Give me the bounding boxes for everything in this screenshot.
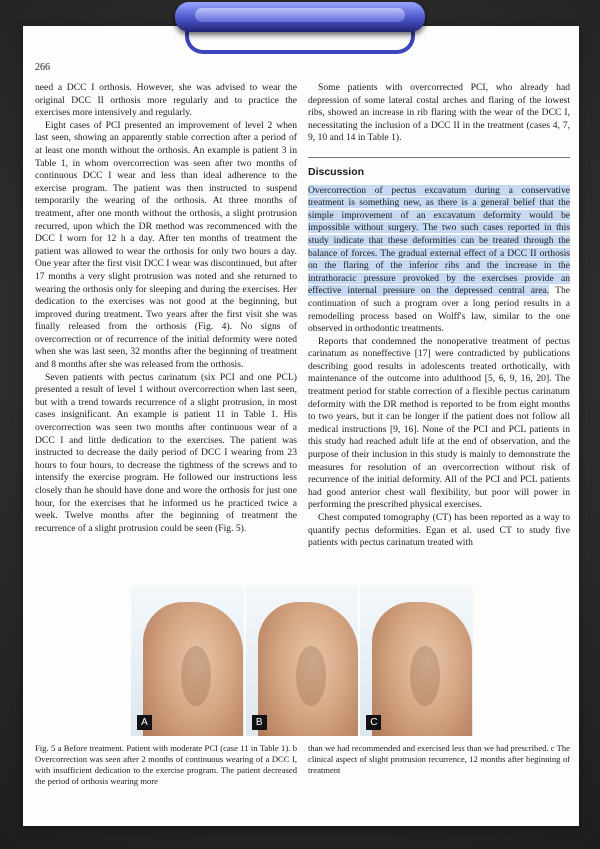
- clipboard-clip: [175, 2, 425, 54]
- right-paragraph-intro: Some patients with overcorrected PCI, who already had depression of some lateral costal arches and flaring of the lowest ribs, showed an increase in rib flaring with the wear of the DCC I, necessitating the inclusion of a DCC II in the treatment (cases 4, 7, 9, 10 and 14 in Table 1).: [308, 82, 570, 144]
- left-paragraph-1: need a DCC I orthosis. However, she was advised to wear the original DCC II orthosis more regularly and to practice the exercises more intensively and regularly.: [35, 82, 297, 119]
- discussion-paragraph-3: Chest computed tomography (CT) has been reported as a way to quantify pectus deformities. Egan et al. used CT to study five patients with pectus carinatum treated with: [308, 512, 570, 549]
- panel-label-c: C: [366, 715, 381, 730]
- left-paragraph-2: Eight cases of PCI presented an improvement of level 2 when last seen, showing an apparently stable correction after a period of at least one month without the orthosis. An example is patient 3 in Table 1, in whom overcorrection was seen after two months of continuous DCC I wear and less than ideal adherence to the exercise program. The patient was then instructed to suspend temporarily the wearing of the orthosis. At three months of treatment, after one month without the orthosis, a slight protrusion recurred, upon which the DR method was recommenced with the DCC I worn for 12 h a day. After ten months of treatment the patient was allowed to wear the orthosis for only two hours a day. One year after the first visit DCC I wear was discontinued, but after 17 months a very slight protrusion was noted and she returned to wearing the orthosis only for sleeping and during the exercises. Her dedication to the exercises was not good at the beginning, but improved during treatment. Two years after the first visit she was finally released from the orthosis (Fig. 4). No signs of overcorrection or of recurrence of the initial deformity were noted when she was last seen, 32 months after the beginning of treatment and 8 months after she was released from the orthosis.: [35, 119, 297, 371]
- panel-label-a: A: [137, 715, 152, 730]
- section-heading-discussion: Discussion: [308, 157, 570, 179]
- right-column: [308, 82, 570, 550]
- figure-panel-b: [246, 586, 359, 736]
- figure-5: [131, 586, 473, 736]
- figure-panel-c: [360, 586, 473, 736]
- discussion-paragraph-2: Reports that condemned the nonoperative treatment of pectus carinatum as noneffective [17] were contradicted by publications describing good results in adolescents treated orthotically, with maintenance of the outcome into adulthood [5, 6, 9, 16, 20]. The treatment period for stable correction of a flexible pectus carinatum deformity with the DR method is reported to be from eight months to two years, but it can be longer if the patient does not follow all medical instructions [9, 16]. None of the PCI and PCL patients in this study had reached adult life at the end of observation, and the purpose of their inclusion in this study is mainly to demonstrate the measures for resolution of an overcorrection without risk of recurrence of the initial deformity. All of the PCI and PCL patients had good anterior chest wall flexibility, but poor will power in performing the prescribed physical exercises.: [308, 335, 570, 511]
- paper-page: [23, 26, 579, 826]
- panel-label-b: B: [252, 715, 267, 730]
- torso-shadow: [296, 646, 326, 706]
- figure-caption-left: Fig. 5 a Before treatment. Patient with moderate PCI (case 11 in Table 1). b Overcorrection was seen after 2 months of continuous wearing of a DCC I, with insufficient dedication to the exercise program. The patient decreased the period of orthosis wearing more: [35, 743, 297, 786]
- torso-shadow: [181, 646, 211, 706]
- highlighted-text[interactable]: Overcorrection of pectus excavatum during a conservative treatment is something new, as there is a general belief that the simple improvement of an excavatum deformity would be impossible without surgery. The two such cases reported in this study indicate that these deformities can be treated through the balance of forces. The gradual external effect of a DCC II orthosis on the flaring of the inferior ribs and the increase in the intrathoracic pressure provoked by the exercises provide an effective internal pressure on the depressed central area.: [308, 184, 570, 297]
- discussion-text-continuation: The continuation of such a program over a long period results in a remodelling process based on Wolff's law, similar to the one observed in orthodontic treatments.: [308, 285, 571, 335]
- left-column: [35, 82, 297, 535]
- left-paragraph-3: Seven patients with pectus carinatum (six PCI and one PCL) presented a result of level 1 without overcorrection when last seen, but with a trend towards recurrence of a slight protrusion, in most cases insignificant. An example is patient 11 in Table 1. His overcorrection was seen two months after continuous wear of a DCC I and little dedication to the exercises. The patient was instructed to decrease the daily period of DCC I wearing from 23 hours to four hours, to decrease the tightness of the screws and to intensify the exercise program. He followed our instructions less closely than he should have done and wore the orthosis for just one hour, for the exercises that he informed us he practiced twice a week. Twelve months after the beginning of treatment the recurrence of a slight protrusion could be seen (Fig. 5).: [35, 371, 297, 534]
- page-number: 266: [35, 62, 50, 73]
- discussion-paragraph-1: [308, 185, 570, 336]
- figure-caption-right: than we had recommended and exercised less than we had prescribed. c The clinical aspect of slight protrusion recurrence, 12 months after beginning of treatment: [308, 743, 570, 775]
- figure-panel-a: [131, 586, 244, 736]
- clip-shine: [195, 8, 405, 22]
